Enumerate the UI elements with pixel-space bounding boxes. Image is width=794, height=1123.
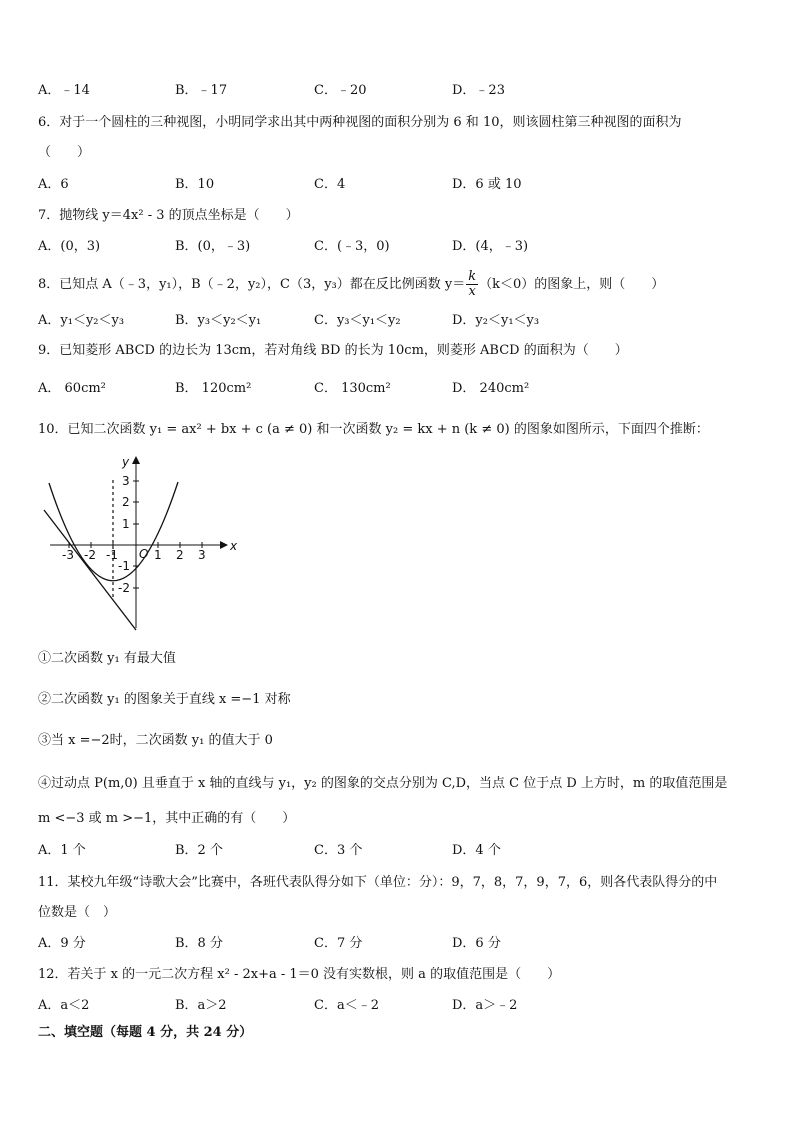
x-tick-label: 1 [154, 548, 162, 562]
q7-options [38, 237, 758, 257]
q5-option-b: B．﹣17 [175, 83, 228, 98]
q8-fraction [466, 270, 478, 299]
q12-option-d: D．a＞﹣2 [452, 998, 518, 1013]
y-axis-label: y [122, 455, 130, 469]
q8-stem-after: （k＜0）的图象上，则（ ） [479, 277, 665, 292]
x-tick-label: -1 [106, 548, 118, 562]
y-tick-label: 3 [122, 474, 130, 488]
q12-option-c: C．a＜﹣2 [314, 998, 379, 1013]
y-axis-arrow [132, 456, 140, 464]
q8-option-a: A．y₁＜y₂＜y₃ [38, 313, 125, 328]
q8-stem-before: 8．已知点 A（﹣3，y₁），B（﹣2，y₂），C（3，y₃）都在反比例函数 y＝ [38, 277, 466, 292]
q9-option-a: A． 60cm² [38, 381, 106, 396]
q11-option-b: B．8 分 [175, 936, 223, 951]
q10-option-a: A．1 个 [38, 843, 86, 858]
q6-option-b: B．10 [175, 177, 215, 192]
y-tick-label: 2 [122, 495, 130, 509]
q7-option-d: D．(4，﹣3) [452, 239, 529, 254]
q10-statement-4b: m <−3 或 m >−1，其中正确的有（ ） [38, 811, 296, 826]
q9-stem: 9．已知菱形 ABCD 的边长为 13cm，若对角线 BD 的长为 10cm，则菱形 ABCD 的面积为（ ） [38, 343, 628, 358]
q10-statement-2: ②二次函数 y₁ 的图象关于直线 x =−1 对称 [38, 692, 291, 707]
q10-options [38, 841, 758, 861]
q10-option-c: C．3 个 [314, 843, 363, 858]
section-2-title: 二、填空题（每题 4 分，共 24 分） [38, 1025, 253, 1040]
q12-option-a: A．a＜2 [38, 998, 90, 1013]
q9-options [38, 379, 758, 399]
q10-graph [38, 450, 238, 635]
y-tick-label: -1 [118, 559, 130, 573]
x-tick-label: -2 [84, 548, 96, 562]
q8-frac-den: x [468, 284, 476, 299]
q8-frac-num: k [468, 269, 477, 284]
q11-options [38, 934, 758, 954]
q11-stem: 11．某校九年级“诗歌大会”比赛中，各班代表队得分如下（单位：分）：9，7，8，7，9，7，6，则各代表队得分的中 [38, 875, 718, 890]
q11-option-c: C．7 分 [314, 936, 363, 951]
q6-option-a: A．6 [38, 177, 69, 192]
q8-option-b: B．y₃＜y₂＜y₁ [175, 313, 262, 328]
q11-option-d: D．6 分 [452, 936, 501, 951]
q5-options [38, 81, 758, 101]
q6-blank: （ ） [38, 145, 91, 160]
q7-option-b: B．(0，﹣3) [175, 239, 251, 254]
q7-option-c: C．(﹣3，0) [314, 239, 390, 254]
q11-stem-continued: 位数是（ ） [38, 905, 117, 920]
x-axis-arrow [220, 541, 228, 549]
q10-stem: 10．已知二次函数 y₁ = ax² + bx + c (a ≠ 0) 和一次函数 y₂ = kx + n (k ≠ 0) 的图象如图所示，下面四个推断： [38, 422, 709, 437]
q8-options [38, 311, 758, 331]
q5-option-a: A．﹣14 [38, 83, 90, 98]
origin-label: O [139, 547, 149, 561]
q8-stem [38, 270, 664, 299]
q12-stem: 12．若关于 x 的一元二次方程 x² - 2x+a - 1＝0 没有实数根，则 a 的取值范围是（ ） [38, 967, 561, 982]
q11-option-a: A．9 分 [38, 936, 86, 951]
y-tick-label: -2 [118, 581, 130, 595]
q8-option-c: C．y₃＜y₁＜y₂ [314, 313, 401, 328]
x-axis-label: x [230, 539, 238, 553]
q6-option-d: D．6 或 10 [452, 177, 522, 192]
q12-option-b: B．a＞2 [175, 998, 227, 1013]
q6-options [38, 175, 758, 195]
q6-stem: 6．对于一个圆柱的三种视图，小明同学求出其中两种视图的面积分别为 6 和 10，则该圆柱第三种视图的面积为 [38, 115, 682, 130]
q9-option-d: D． 240cm² [452, 381, 530, 396]
x-tick-label: -3 [62, 548, 74, 562]
q10-option-b: B．2 个 [175, 843, 223, 858]
q10-statement-4: ④过动点 P(m,0) 且垂直于 x 轴的直线与 y₁，y₂ 的图象的交点分别为 C,D，当点 C 位于点 D 上方时，m 的取值范围是 [38, 776, 728, 791]
q10-statement-1: ①二次函数 y₁ 有最大值 [38, 651, 176, 666]
q10-statement-3: ③当 x =−2时，二次函数 y₁ 的值大于 0 [38, 733, 273, 748]
q7-option-a: A．(0，3) [38, 239, 101, 254]
x-tick-label: 2 [176, 548, 184, 562]
q5-option-c: C．﹣20 [314, 83, 367, 98]
q8-option-d: D．y₂＜y₁＜y₃ [452, 313, 540, 328]
q12-options [38, 996, 758, 1016]
y-tick-label: 1 [122, 517, 130, 531]
q7-stem: 7．抛物线 y＝4x² - 3 的顶点坐标是（ ） [38, 208, 299, 223]
q9-option-c: C． 130cm² [314, 381, 391, 396]
q5-option-d: D．﹣23 [452, 83, 505, 98]
x-tick-label: 3 [198, 548, 206, 562]
q6-option-c: C．4 [314, 177, 346, 192]
q9-option-b: B． 120cm² [175, 381, 252, 396]
q10-option-d: D．4 个 [452, 843, 501, 858]
